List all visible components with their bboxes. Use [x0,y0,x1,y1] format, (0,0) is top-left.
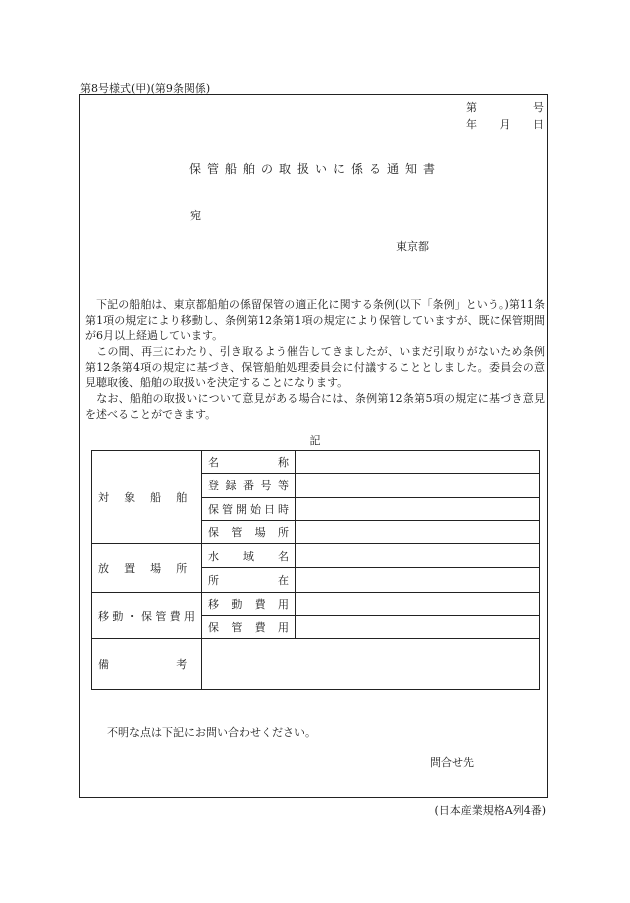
date-line [466,116,544,132]
label-char: ・ [126,609,138,623]
value-cell-storage-start[interactable] [296,497,540,520]
label-char: 所 [208,574,219,588]
label-char: 用 [277,621,289,635]
label-char: 動 [231,597,243,611]
date-month: 月 [499,118,511,131]
paper-size-note: (日本産業規格A列4番) [434,804,546,817]
row-label-location [202,568,296,592]
label-char: 置 [124,561,136,575]
label-char: 水 [208,549,219,563]
value-cell-water-area[interactable] [296,544,540,568]
number-prefix: 第 [466,101,477,114]
label-char: 時 [278,502,289,516]
label-char: 放 [98,561,109,575]
label-char: 保 [208,621,219,635]
row-label-water-area [202,544,296,568]
label-char: 用 [277,597,289,611]
label-char: 管 [231,525,243,539]
label-char: 保 [208,525,219,539]
label-char: 移 [208,597,219,611]
label-char: 管 [222,502,233,516]
label-char: 始 [250,502,261,516]
label-char: 備 [98,658,109,672]
label-char: 管 [155,609,167,623]
value-cell-name[interactable] [296,451,540,474]
label-char: 域 [243,549,254,563]
label-char: 等 [278,479,289,493]
sender-name: 東京都 [396,240,429,253]
date-year: 年 [466,118,477,131]
label-char: 費 [254,597,266,611]
label-char: 名 [278,549,289,563]
label-char: 動 [112,609,124,623]
label-char: 移 [98,609,109,623]
label-char: 開 [236,502,247,516]
form-number: 第8号様式(甲)(第9条関係) [80,82,211,95]
value-cell-location[interactable] [296,568,540,592]
body-paragraph-3: なお、船舶の取扱いについて意見がある場合には、条例第12条第5項の規定に基づき意見を述べることができます。 [85,392,545,421]
document-title: 保管船舶の取扱いに係る通知書 [188,162,441,176]
label-char: 号 [260,479,272,493]
row-label-name [202,451,296,474]
label-char: 費 [169,609,181,623]
label-char: 保 [208,502,219,516]
value-cell-storage-cost[interactable] [296,616,540,639]
label-char: 番 [243,479,254,493]
group-label-costs [92,592,202,639]
number-suffix: 号 [533,101,544,114]
label-char: 称 [278,456,289,470]
details-table [91,450,540,690]
label-char: 場 [254,525,266,539]
inquiry-text: 不明な点は下記にお問い合わせください。 [107,726,316,739]
row-label-registration-number [202,474,296,497]
remarks-value[interactable] [202,639,540,690]
value-cell-registration-number[interactable] [296,474,540,497]
label-char: 管 [231,621,243,635]
contact-label: 問合せ先 [430,756,474,769]
group-label-target-vessel [92,451,202,544]
remarks-label [92,639,202,690]
label-char: 舶 [176,491,188,505]
label-char: 考 [176,658,188,672]
label-char: 日 [264,502,275,516]
body-paragraph-1: 下記の船舶は、東京都船舶の係留保管の適正化に関する条例(以下「条例」という。)第11条第1項の規定により移動し、条例第12条第1項の規定により保管していますが、既に保管期間が6月以上経過しています。 [85,298,545,342]
addressee-suffix: 宛 [190,209,201,222]
label-char: 用 [183,609,195,623]
label-char: 船 [150,491,162,505]
ki-heading: 記 [309,434,321,447]
body-paragraph-2: この間、再三にわたり、引き取るよう催告してきましたが、いまだ引取りがないため条例第12条第4項の規定に基づき、保管船舶処理委員会に付議することとしました。委員会の意見聴取後、船舶の取扱いを決定することになります。 [85,345,545,389]
label-char: 保 [140,609,152,623]
label-char: 登 [208,479,219,493]
row-label-storage-start [202,497,296,520]
row-label-storage-cost [202,616,296,639]
number-line [466,99,544,115]
label-char: 場 [150,561,162,575]
label-char: 在 [278,574,289,588]
label-char: 対 [98,491,109,505]
value-cell-moving-cost[interactable] [296,592,540,615]
label-char: 所 [277,525,289,539]
label-char: 費 [254,621,266,635]
label-char: 録 [225,479,237,493]
label-char: 名 [208,456,219,470]
date-day: 日 [533,118,544,131]
value-cell-storage-place[interactable] [296,520,540,543]
group-label-abandoned-place [92,544,202,593]
label-char: 所 [176,561,188,575]
label-char: 象 [124,491,136,505]
row-label-storage-place [202,520,296,543]
row-label-moving-cost [202,592,296,615]
